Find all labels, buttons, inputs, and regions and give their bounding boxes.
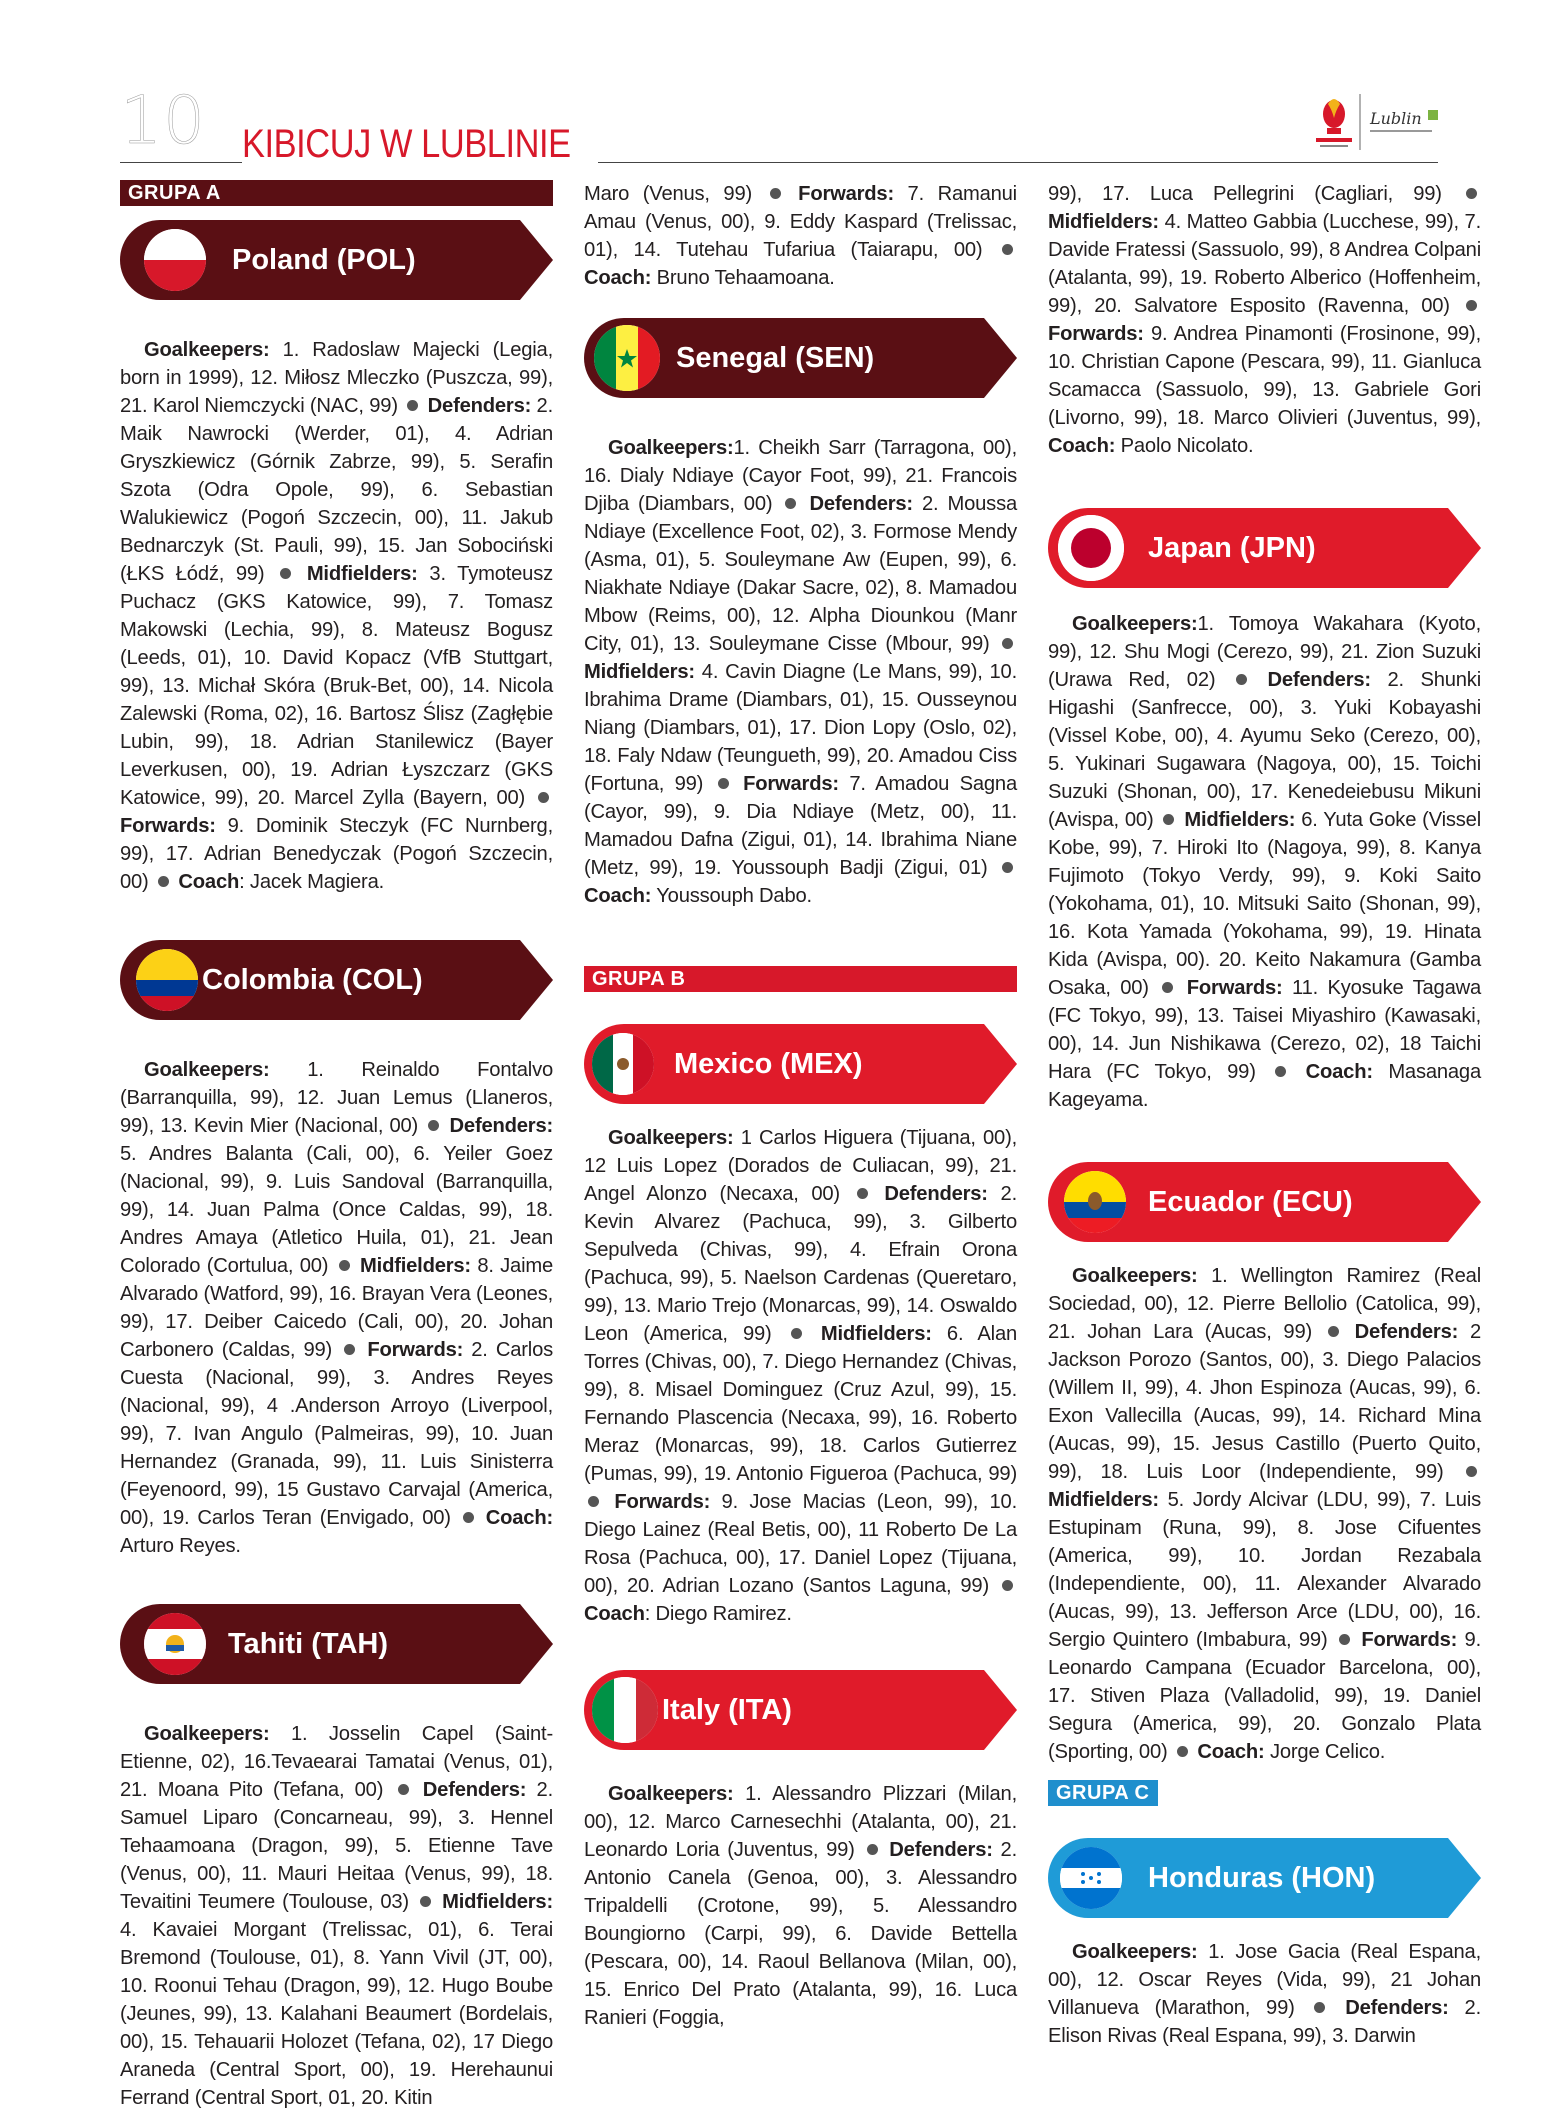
team-banner-sen: [584, 318, 1017, 398]
team-name: Mexico (MEX): [674, 1048, 863, 1080]
colombia-flag-icon: [136, 949, 198, 1011]
position-label: Defenders:: [881, 1839, 993, 1861]
position-label: Goalkeepers:: [608, 1127, 734, 1149]
roster-text: 1. Reinaldo Fontalvo (Barranquilla, 99), 12. Juan Lemus (Llaneros, 99), 13. Kevin Mier (Nacional, 00): [120, 1059, 553, 1137]
team-name: Tahiti (TAH): [228, 1628, 388, 1660]
bullet-dot-icon: [867, 1844, 878, 1855]
bullet-dot-icon: [1002, 1580, 1013, 1591]
tahiti-flag-icon: [144, 1613, 206, 1675]
team-name: Poland (POL): [232, 244, 416, 276]
roster-ita: [584, 1780, 1017, 2032]
roster-text: 9. Jose Macias (Leon, 99), 10. Diego Lainez (Real Betis, 00), 11 Roberto De La Rosa (Pachuca, 00), 17. Daniel Lopez (Tijuana, 00), 20. Adrian Lozano (Santos Laguna, 99): [584, 1491, 1017, 1597]
position-label: Coach:: [1048, 435, 1116, 457]
position-label: Midfielders:: [295, 563, 418, 585]
roster-text: 1. Tomoya Wakahara (Kyoto, 99), 12. Shu Mogi (Cerezo, 99), 21. Zion Suzuki (Urawa Red, 02): [1048, 613, 1481, 691]
roster-text: 5. Jordy Alcivar (LDU, 99), 7. Luis Estupinam (Runa, 99), 8. Jose Cifuentes (America, 99), 10. Jordan Rezabala (Independiente, 00), 11. Alexander Alvarado (Aucas, 99), 13. Jefferson Arce (LDU, 00), 16. Sergio Quintero (Imbabura, 99): [1048, 1489, 1481, 1651]
position-label: Coach:: [1191, 1741, 1265, 1763]
roster-text: 2 Jackson Porozo (Santos, 00), 3. Diego Palacios (Willem II, 99), 4. Jhon Espinoza (Aucas, 99), 6. Exon Vallecilla (Aucas, 99), 14. Richard Mina (Aucas, 99), 15. Jesus Castillo (Puerto Quito, 99), 18. Luis Loor (Independiente, 99): [1048, 1321, 1481, 1483]
roster-text: 9. Andrea Pinamonti (Frosinone, 99), 10. Christian Capone (Pescara, 99), 11. Gianluca Scamacca (Sassuolo, 99), 13. Gabriele Gori (Livorno, 99), 18. Marco Olivieri (Juventus, 99),: [1048, 323, 1481, 429]
bullet-dot-icon: [1002, 244, 1013, 255]
bullet-dot-icon: [463, 1512, 474, 1523]
bullet-dot-icon: [718, 778, 729, 789]
team-banner-col: [120, 940, 553, 1020]
page-title: KIBICUJ W LUBLINIE: [242, 122, 571, 166]
position-label: Defenders:: [800, 493, 913, 515]
group-a-label: GRUPA A: [120, 180, 553, 206]
bullet-dot-icon: [428, 1120, 439, 1131]
roster-text: 1. Alessandro Plizzari (Milan, 00), 12. Marco Carnesechhi (Atalanta, 00), 21. Leonardo Loria (Juventus, 99): [584, 1783, 1017, 1861]
position-label: Defenders:: [1329, 1997, 1449, 2019]
position-label: Goalkeepers:: [144, 339, 270, 361]
bullet-dot-icon: [1236, 674, 1247, 685]
bullet-dot-icon: [1002, 862, 1013, 873]
roster-hon: [1048, 1938, 1481, 2050]
bullet-dot-icon: [538, 792, 549, 803]
position-label: Midfielders:: [805, 1323, 932, 1345]
roster-text: 99), 17. Luca Pellegrini (Cagliari, 99): [1048, 183, 1462, 205]
roster-text: 2. Carlos Cuesta (Nacional, 99), 3. Andres Reyes (Nacional, 99), 4 .Anderson Arroyo (Liverpool, 99), 7. Ivan Angulo (Palmeiras, 99), 10. Juan Hernandez (Granada, 99), 11. Luis Sinisterra (Feyenoord, 99), 15 Gustavo Carvajal (America, 00), 19. Carlos Teran (Envigado, 00): [120, 1339, 553, 1529]
team-name: Colombia (COL): [202, 964, 423, 996]
roster-text: 7. Ramanui Amau (Venus, 00), 9. Eddy Kaspard (Trelissac, 01), 14. Tutehau Tufariua (Taiarapu, 00): [584, 183, 1017, 261]
bullet-dot-icon: [1466, 1466, 1477, 1477]
group-b-label: GRUPA B: [584, 966, 1017, 992]
bullet-dot-icon: [420, 1896, 431, 1907]
bullet-dot-icon: [398, 1784, 409, 1795]
team-banner-tah: [120, 1604, 553, 1684]
roster-text: : Diego Ramirez.: [644, 1603, 792, 1625]
roster-text: 1 Carlos Higuera (Tijuana, 00), 12 Luis Lopez (Dorados de Culiacan, 99), 21. Angel Alonzo (Necaxa, 00): [584, 1127, 1017, 1205]
fifa-u20-logo-icon: [1310, 88, 1450, 158]
italy-flag-icon: [592, 1677, 658, 1743]
bullet-dot-icon: [857, 1188, 868, 1199]
position-label: Midfielders:: [1048, 211, 1159, 233]
bullet-dot-icon: [407, 400, 418, 411]
position-label: Forwards:: [359, 1339, 464, 1361]
roster-text: 3. Tymoteusz Puchacz (GKS Katowice, 99), 7. Tomasz Makowski (Lechia, 99), 8. Mateusz Bogusz (Leeds, 01), 10. David Kopacz (VfB Stuttgart, 99), 13. Michał Skóra (Bruk-Bet, 00), 14. Nicola Zalewski (Roma, 02), 16. Bartosz Ślisz (Zagłębie Lubin, 99), 18. Adrian Stanilewicz (Bayer Leverkusen, 00), 19. Adrian Łyszczarz (GKS Katowice, 99), 20. Marcel Zylla (Bayern, 00): [120, 563, 553, 809]
position-label: Coach:: [584, 267, 652, 289]
team-banner-jpn: [1048, 508, 1481, 588]
position-label: Defenders:: [871, 1183, 988, 1205]
column-2: [584, 180, 1017, 2032]
header-rule-left: [120, 162, 242, 163]
roster-text: 2. Samuel Liparo (Concarneau, 99), 3. Hennel Tehaamoana (Dragon, 99), 5. Etienne Tave (Venus, 00), 11. Mauri Heitaa (Venus, 99), 18. Tevaitini Teumere (Toulouse, 03): [120, 1779, 553, 1913]
team-banner-hon: [1048, 1838, 1481, 1918]
roster-text: Maro (Venus, 99): [584, 183, 766, 205]
roster-text: 4. Kavaiei Morgant (Trelissac, 01), 6. Terai Bremond (Toulouse, 01), 8. Yann Vivil (JT, 00), 10. Roonui Tehau (Dragon, 99), 12. Hugo Boube (Jeunes, 99), 13. Kalahani Beaumert (Bordelais, 00), 15. Tehauarii Holozet (Tefana, 02), 17 Diego Araneda (Central Sport, 00), 19. Herehaunui Ferrand (Central Sport, 01, 20. Kitin: [120, 1919, 553, 2109]
roster-text: 4. Matteo Gabbia (Lucchese, 99), 7. Davide Fratessi (Sassuolo, 99), 8 Andrea Colpani (Atalanta, 99), 19. Roberto Alberico (Hoffenheim, 99), 20. Salvatore Esposito (Ravenna, 00): [1048, 211, 1481, 317]
header-logos: [1310, 88, 1450, 158]
page-header: [120, 82, 1450, 178]
bullet-dot-icon: [1162, 982, 1173, 993]
honduras-flag-icon: [1060, 1847, 1122, 1909]
position-label: Forwards:: [1177, 977, 1283, 999]
roster-sen: [584, 434, 1017, 910]
poland-flag-icon: [144, 229, 206, 291]
roster-text: Masanaga Kageyama.: [1048, 1061, 1481, 1111]
position-label: Coach: [173, 871, 240, 893]
column-3: [1048, 180, 1481, 2050]
roster-text: Bruno Tehaamoana.: [651, 267, 835, 289]
bullet-dot-icon: [339, 1260, 350, 1271]
roster-text: 4. Cavin Diagne (Le Mans, 99), 10. Ibrahima Drame (Diambars, 01), 15. Ousseynou Niang (Diambars, 01), 17. Dion Lopy (Oslo, 02), 18. Faly Ndaw (Teungueth, 99), 20. Amadou Ciss (Fortuna, 99): [584, 661, 1017, 795]
position-label: Coach:: [477, 1507, 553, 1529]
roster-ecu: [1048, 1262, 1481, 1766]
roster-text: 2. Kevin Alvarez (Pachuca, 99), 3. Gilberto Sepulveda (Chivas, 99), 4. Efrain Orona (Pachuca, 99), 5. Naelson Cardenas (Queretaro, 99), 13. Mario Trejo (Monarcas, 99), 14. Oswaldo Leon (America, 99): [584, 1183, 1017, 1345]
roster-text: 9. Dominik Steczyk (FC Nurnberg, 99), 17. Adrian Benedyczak (Pogoń Szczecin, 00): [120, 815, 553, 893]
roster-tah: [120, 1720, 553, 2112]
position-label: Defenders:: [422, 395, 532, 417]
team-name: Senegal (SEN): [676, 342, 875, 374]
position-label: Goalkeepers:: [608, 1783, 734, 1805]
bullet-dot-icon: [344, 1344, 355, 1355]
roster-text: 2. Elison Rivas (Real Espana, 99), 3. Darwin: [1048, 1997, 1481, 2047]
bullet-dot-icon: [588, 1496, 599, 1507]
roster-text: Youssouph Dabo.: [651, 885, 812, 907]
bullet-dot-icon: [1177, 1746, 1188, 1757]
svg-text:Lublin: Lublin: [1370, 109, 1422, 128]
position-label: Coach: [584, 1603, 645, 1625]
bullet-dot-icon: [770, 188, 781, 199]
roster-text: 2. Maik Nawrocki (Werder, 01), 4. Adrian Gryszkiewicz (Górnik Zabrze, 99), 5. Serafin Szota (Odra Opole, 99), 6. Sebastian Walukiewicz (Pogoń Szczecin, 00), 11. Jakub Bednarczyk (St. Pauli, 99), 15. Jan Sobociński (ŁKS Łódź, 99): [120, 395, 553, 585]
bullet-dot-icon: [1163, 814, 1174, 825]
bullet-dot-icon: [280, 568, 291, 579]
position-label: Goalkeepers:: [144, 1059, 270, 1081]
roster-text: Arturo Reyes.: [120, 1535, 241, 1557]
bullet-dot-icon: [1466, 300, 1477, 311]
header-rule: [598, 162, 1438, 163]
team-name: Ecuador (ECU): [1148, 1186, 1353, 1218]
position-label: Forwards:: [603, 1491, 711, 1513]
roster-mex: [584, 1124, 1017, 1628]
position-label: Forwards:: [1353, 1629, 1458, 1651]
roster-text: 1. Radoslaw Majecki (Legia, born in 1999), 12. Miłosz Mleczko (Puszcza, 99), 21. Karol Niemczycki (NAC, 99): [120, 339, 553, 417]
team-name: Honduras (HON): [1148, 1862, 1376, 1894]
bullet-dot-icon: [158, 876, 169, 887]
bullet-dot-icon: [1339, 1634, 1350, 1645]
position-label: Forwards:: [732, 773, 839, 795]
position-label: Forwards:: [784, 183, 894, 205]
position-label: Forwards:: [1048, 323, 1144, 345]
ecuador-flag-icon: [1064, 1171, 1126, 1233]
position-label: Coach:: [1290, 1061, 1373, 1083]
roster-text: 2. Moussa Ndiaye (Excellence Foot, 02), 3. Formose Mendy (Asma, 01), 5. Souleymane Aw (Eupen, 99), 6. Niakhate Ndiaye (Dakar Sacre, 02), 8. Mamadou Mbow (Reims, 00), 12. Alpha Diounkou (Manr City, 01), 13. Souleymane Cisse (Mbour, 99): [584, 493, 1017, 655]
roster-pol: [120, 336, 553, 896]
roster-text: 1. Wellington Ramirez (Real Sociedad, 00), 12. Pierre Bellolio (Catolica, 99), 21. Johan Lara (Aucas, 99): [1048, 1265, 1481, 1343]
roster-text: Paolo Nicolato.: [1115, 435, 1254, 457]
position-label: Midfielders:: [1178, 809, 1296, 831]
roster-ita-continued: [1048, 180, 1481, 460]
position-label: Goalkeepers:: [1072, 613, 1198, 635]
roster-text: 6. Alan Torres (Chivas, 00), 7. Diego Hernandez (Chivas, 99), 8. Misael Dominguez (Cruz Azul, 99), 15. Fernando Plascencia (Necaxa, 99), 16. Roberto Meraz (Monarcas, 99), 18. Carlos Gutierrez (Pumas, 99), 19. Antonio Figueroa (Pachuca, 99): [584, 1323, 1017, 1485]
senegal-flag-icon: [594, 325, 660, 391]
roster-text: 1. Josselin Capel (Saint-Etienne, 02), 16.Tevaearai Tamatai (Venus, 01), 21. Moana Pito (Tefana, 00): [120, 1723, 553, 1801]
position-label: Defenders:: [412, 1779, 527, 1801]
position-label: Defenders:: [1250, 669, 1371, 691]
position-label: Midfielders:: [435, 1891, 553, 1913]
bullet-dot-icon: [785, 498, 796, 509]
position-label: Goalkeepers:: [608, 437, 734, 459]
position-label: Goalkeepers:: [144, 1723, 270, 1745]
mexico-flag-icon: [592, 1033, 654, 1095]
japan-flag-icon: [1058, 515, 1124, 581]
position-label: Midfielders:: [353, 1255, 471, 1277]
roster-tah-continued: [584, 180, 1017, 292]
position-label: Forwards:: [120, 815, 216, 837]
roster-text: 5. Andres Balanta (Cali, 00), 6. Yeiler Goez (Nacional, 99), 9. Luis Sandoval (Barranquilla, 99), 14. Juan Palma (Once Caldas, 99), 18. Andres Amaya (Atletico Huila, 01), 21. Jean Colorado (Cortulua, 00): [120, 1143, 553, 1277]
position-label: Defenders:: [443, 1115, 553, 1137]
roster-text: : Jacek Magiera.: [239, 871, 385, 893]
team-name: Italy (ITA): [662, 1694, 792, 1726]
roster-text: Jorge Celico.: [1264, 1741, 1386, 1763]
bullet-dot-icon: [1466, 188, 1477, 199]
column-1: [120, 180, 553, 2112]
roster-text: 2. Antonio Canela (Genoa, 00), 3. Alessandro Tripaldelli (Crotone, 99), 5. Alessandro Boungiorno (Carpi, 99), 6. Davide Bettella (Pescara, 00), 14. Raoul Bellanova (Milan, 00), 15. Enrico Del Prato (Atalanta, 99), 16. Luca Ranieri (Foggia,: [584, 1839, 1017, 2029]
roster-text: 11. Kyosuke Tagawa (FC Tokyo, 99), 13. Taisei Miyashiro (Kawasaki, 00), 14. Jun Nishikawa (Cerezo, 02), 18 Taichi Hara (FC Tokyo, 99): [1048, 977, 1481, 1083]
position-label: Goalkeepers:: [1072, 1941, 1198, 1963]
roster-col: [120, 1056, 553, 1560]
position-label: Goalkeepers:: [1072, 1265, 1198, 1287]
team-banner-mex: [584, 1024, 1017, 1104]
roster-text: 2. Shunki Higashi (Sanfrecce, 00), 3. Yuki Kobayashi (Vissel Kobe, 00), 4. Ayumu Seko (Cerezo, 00), 5. Yukinari Sugawara (Nagoya, 00), 15. Toichi Suzuki (Shonan, 00), 17. Kenedeiebusu Mikuni (Avispa, 00): [1048, 669, 1481, 831]
bullet-dot-icon: [1314, 2002, 1325, 2013]
roster-text: 1. Jose Gacia (Real Espana, 00), 12. Oscar Reyes (Vida, 99), 21 Johan Villanueva (Marathon, 99): [1048, 1941, 1481, 2019]
roster-text: 7. Amadou Sagna (Cayor, 99), 9. Dia Ndiaye (Metz, 00), 11. Mamadou Dafna (Zigui, 01), 14. Ibrahima Niane (Metz, 99), 19. Youssouph Badji (Zigui, 01): [584, 773, 1017, 879]
roster-text: 9. Leonardo Campana (Ecuador Barcelona, 00), 17. Stiven Plaza (Valladolid, 99), 19. Daniel Segura (America, 99), 20. Gonzalo Plata (Sporting, 00): [1048, 1629, 1481, 1763]
position-label: Defenders:: [1342, 1321, 1459, 1343]
roster-text: 1. Cheikh Sarr (Tarragona, 00), 16. Dialy Ndiaye (Cayor Foot, 99), 21. Francois Djiba (Diambars, 00): [584, 437, 1017, 515]
page-number: 10: [120, 82, 206, 159]
position-label: Midfielders:: [584, 661, 695, 683]
team-banner-pol: [120, 220, 553, 300]
bullet-dot-icon: [1275, 1066, 1286, 1077]
roster-jpn: [1048, 610, 1481, 1114]
team-name: Japan (JPN): [1148, 532, 1316, 564]
roster-text: 8. Jaime Alvarado (Watford, 99), 16. Brayan Vera (Leones, 99), 17. Deiber Caicedo (Cali, 00), 20. Johan Carbonero (Caldas, 99): [120, 1255, 553, 1361]
bullet-dot-icon: [1328, 1326, 1339, 1337]
group-c-label: GRUPA C: [1048, 1780, 1158, 1806]
team-banner-ita: [584, 1670, 1017, 1750]
bullet-dot-icon: [791, 1328, 802, 1339]
roster-text: 6. Yuta Goke (Vissel Kobe, 99), 7. Hiroki Ito (Nagoya, 99), 8. Kanya Fujimoto (Tokyo Verdy, 99), 9. Koki Saito (Yokohama, 01), 10. Mitsuki Saito (Shonan, 99), 16. Kota Yamada (Yokohama, 99), 19. Hinata Kida (Avispa, 00). 20. Keito Nakamura (Gamba Osaka, 00): [1048, 809, 1481, 999]
position-label: Coach:: [584, 885, 652, 907]
team-banner-ecu: [1048, 1162, 1481, 1242]
position-label: Midfielders:: [1048, 1489, 1159, 1511]
bullet-dot-icon: [1002, 638, 1013, 649]
